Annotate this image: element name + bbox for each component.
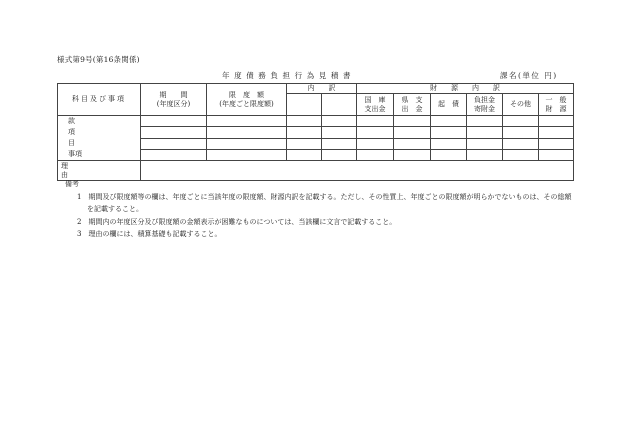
period-header [141,84,207,116]
funding-col-general [539,94,574,116]
funding-col-other [503,94,539,116]
cell[interactable] [141,149,207,160]
funding-col-label: 負担金 [474,96,495,105]
funding-col-contribution [467,94,503,116]
estimate-table [57,83,574,181]
note-item: 1 期間及び限度額等の欄は、年度ごとに当該年度の限度額、財源内訳を記載する。ただし、その性質上、年度ごとの限度額が明らかでないものは、その総額を記載すること。 [77,192,572,213]
funding-col-label: その他 [510,100,531,109]
cell[interactable] [539,149,574,160]
breakdown-subcol [322,94,357,116]
notes-heading: 備考 [65,180,79,188]
cell[interactable] [207,116,287,127]
cell[interactable] [357,127,394,138]
cell[interactable] [467,149,503,160]
cell[interactable] [287,127,322,138]
cell[interactable] [394,149,431,160]
subject-labels [58,116,141,161]
funding-col-label: 寄附金 [474,104,495,113]
cell[interactable] [287,149,322,160]
cell[interactable] [539,116,574,127]
cell[interactable] [431,127,467,138]
label-jikou: 事項 [68,150,82,158]
document-title: 年度債務負担行為見積書 [222,71,356,80]
cell[interactable] [394,116,431,127]
funding-header: 財 源 内 訳 [357,84,574,94]
period-header-line1: 期 間 [159,91,188,100]
label-kou: 項 [68,128,75,136]
cell[interactable] [503,138,539,149]
cell[interactable] [207,127,287,138]
subject-header: 科目及び事項 [58,84,141,116]
funding-col-label: 財 源 [545,104,567,113]
note-item: 3 理由の欄には、積算基礎も記載すること。 [77,230,222,238]
cell[interactable] [287,138,322,149]
funding-col-national [357,94,394,116]
funding-col-prefecture [394,94,431,116]
cell[interactable] [431,149,467,160]
funding-col-label: 国 庫 [364,96,386,105]
cell[interactable] [503,149,539,160]
cell[interactable] [141,127,207,138]
limit-header-line2: (年度ごと限度額) [219,99,274,108]
funding-col-label: 支出金 [364,104,386,113]
label-moku: 目 [68,139,75,147]
notes-section [57,178,577,241]
cell[interactable] [141,116,207,127]
breakdown-header: 内 訳 [287,84,357,94]
cell[interactable] [431,138,467,149]
period-header-line2: (年度区分) [156,99,191,108]
funding-col-label: 一 般 [545,96,567,105]
cell[interactable] [357,138,394,149]
cell[interactable] [207,149,287,160]
cell[interactable] [431,116,467,127]
cell[interactable] [467,138,503,149]
funding-col-label: 県 支 [401,96,423,105]
cell[interactable] [394,127,431,138]
cell[interactable] [322,149,357,160]
cell[interactable] [207,138,287,149]
cell[interactable] [539,138,574,149]
cell[interactable] [357,116,394,127]
breakdown-subcol [287,94,322,116]
note-item: 2 期間内の年度区分及び限度額の金額表示が困難なものについては、当該欄に文言で記載すること。 [77,217,397,226]
department-unit: 課名(単位 円) [500,71,558,80]
funding-col-bond [431,94,467,116]
cell[interactable] [394,138,431,149]
cell[interactable] [357,149,394,160]
cell[interactable] [141,138,207,149]
cell[interactable] [467,127,503,138]
cell[interactable] [539,127,574,138]
cell[interactable] [322,127,357,138]
cell[interactable] [322,116,357,127]
funding-col-label: 起 債 [438,100,459,109]
cell[interactable] [503,127,539,138]
cell[interactable] [467,116,503,127]
funding-col-label: 出 金 [401,104,423,113]
cell[interactable] [503,116,539,127]
cell[interactable] [322,138,357,149]
form-number: 様式第9号(第16条関係) [57,55,140,64]
reason-label-line1: 理 [61,161,68,170]
cell[interactable] [287,116,322,127]
label-kan: 款 [68,117,75,125]
limit-header [207,84,287,116]
reason-label-line2: 由 [61,170,68,179]
limit-header-line1: 限 度 額 [229,91,264,100]
